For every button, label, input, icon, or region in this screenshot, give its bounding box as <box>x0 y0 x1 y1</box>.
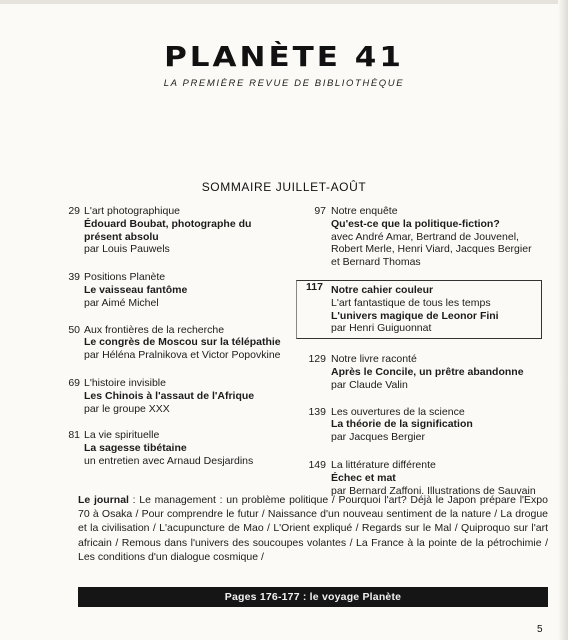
entry-rubric: Aux frontières de la recherche <box>84 323 225 336</box>
entry-rubric: L'art photographique <box>84 205 180 217</box>
entry-rubric: Positions Planète <box>84 271 166 284</box>
entry-title: Après le Concile, un prêtre abandonne <box>331 365 524 378</box>
sommaire-heading: SOMMAIRE JUILLET-AOÛT <box>201 180 367 194</box>
entry-title: L'univers magique de Leonor Fini <box>331 309 499 322</box>
masthead-title: PLANÈTE 41 <box>164 41 404 73</box>
entry-author: par Louis Pauwels <box>84 243 170 256</box>
entry-title: Les Chinois à l'assaut de l'Afrique <box>84 389 255 402</box>
masthead <box>0 40 568 89</box>
entry-page-number: 149 <box>308 458 326 471</box>
entry-title: La sagesse tibétaine <box>84 442 187 455</box>
entry-title: La théorie de la signification <box>331 418 473 431</box>
color-supplement-box <box>296 280 542 339</box>
contents-entry <box>302 205 542 269</box>
pages-banner: Pages 176-177 : le voyage Planète <box>78 587 548 607</box>
journal-paragraph <box>78 493 548 564</box>
entry-page-number: 97 <box>314 205 326 217</box>
entry-title: Le vaisseau fantôme <box>84 283 188 296</box>
entry-author: par le groupe XXX <box>84 402 170 415</box>
scan-edge-right <box>558 0 568 640</box>
contents-entry <box>302 353 542 391</box>
entry-author: par Jacques Bergier <box>331 431 425 444</box>
entry-page-number: 29 <box>68 205 80 217</box>
contents-entry <box>60 205 290 256</box>
entry-page-number: 139 <box>308 405 326 418</box>
journal-text: : Le management : un problème politique / Pourquoi l'art? Déjà le Japon prépare l'Expo 70 à Osaka / Pour comprendre le futur / Naissance d'un nouveau sentiment de la nature / La drogue et la civilisation / L'acupuncture de Mao / L'Orient expliqué / Regards sur le Mal / Quiproquo sur l'art africain / Remous dans l'univers des soucoupes volantes / La France à la pointe de la pétrochimie / Les conditions d'un dialogue cosmique / <box>78 494 548 563</box>
contents-entry <box>302 406 542 444</box>
entry-title: Édouard Boubat, photographe du présent absolu <box>84 217 252 243</box>
scan-edge-top <box>0 0 568 4</box>
entry-lead: L'art fantastique de tous les temps <box>331 296 491 309</box>
page-folio: 5 <box>537 624 543 635</box>
entry-author: par Bernard Zaffoni. Illustrations de Sauvain <box>331 484 536 497</box>
entry-page-number: 81 <box>68 429 80 442</box>
entry-author: par Héléna Pralnikova et Victor Popovkine <box>84 349 281 362</box>
entry-page-number: 50 <box>68 323 80 336</box>
entry-rubric: Notre livre raconté <box>331 353 417 366</box>
entry-author: par Henri Guiguonnat <box>331 322 432 335</box>
entry-title: Le congrès de Moscou sur la télépathie <box>84 336 281 349</box>
contents-entry <box>60 377 290 415</box>
entry-title: Qu'est-ce que la politique-fiction? <box>331 217 500 230</box>
contents-left-column <box>60 205 290 468</box>
entry-author: un entretien avec Arnaud Desjardins <box>84 454 254 467</box>
entry-page-number: 129 <box>308 353 326 366</box>
contents-entry <box>60 429 290 467</box>
entry-author: par Aimé Michel <box>84 296 159 309</box>
entry-rubric: L'histoire invisible <box>84 376 166 389</box>
entry-rubric: Notre cahier couleur <box>331 283 434 296</box>
contents-right-column <box>302 205 542 497</box>
entry-title: Échec et mat <box>331 471 396 484</box>
contents-entry <box>60 324 290 362</box>
masthead-subtitle: LA PREMIÈRE REVUE DE BIBLIOTHÈQUE <box>163 78 405 89</box>
journal-lead: Le journal <box>78 494 129 506</box>
entry-page-number: 69 <box>68 376 80 389</box>
entry-author: avec André Amar, Bertrand de Jouvenel, Robert Merle, Henri Viard, Jacques Bergier et Bernard Thomas <box>331 230 532 269</box>
entry-page-number: 39 <box>68 271 80 284</box>
entry-author: par Claude Valin <box>331 378 408 391</box>
contents-entry <box>60 271 290 309</box>
entry-rubric: La vie spirituelle <box>84 429 160 442</box>
entry-page-number: 117 <box>306 280 323 293</box>
entry-rubric: La littérature différente <box>331 458 436 471</box>
contents-entry <box>302 459 542 497</box>
entry-rubric: Les ouvertures de la science <box>331 405 465 418</box>
entry-rubric: Notre enquête <box>331 205 398 217</box>
